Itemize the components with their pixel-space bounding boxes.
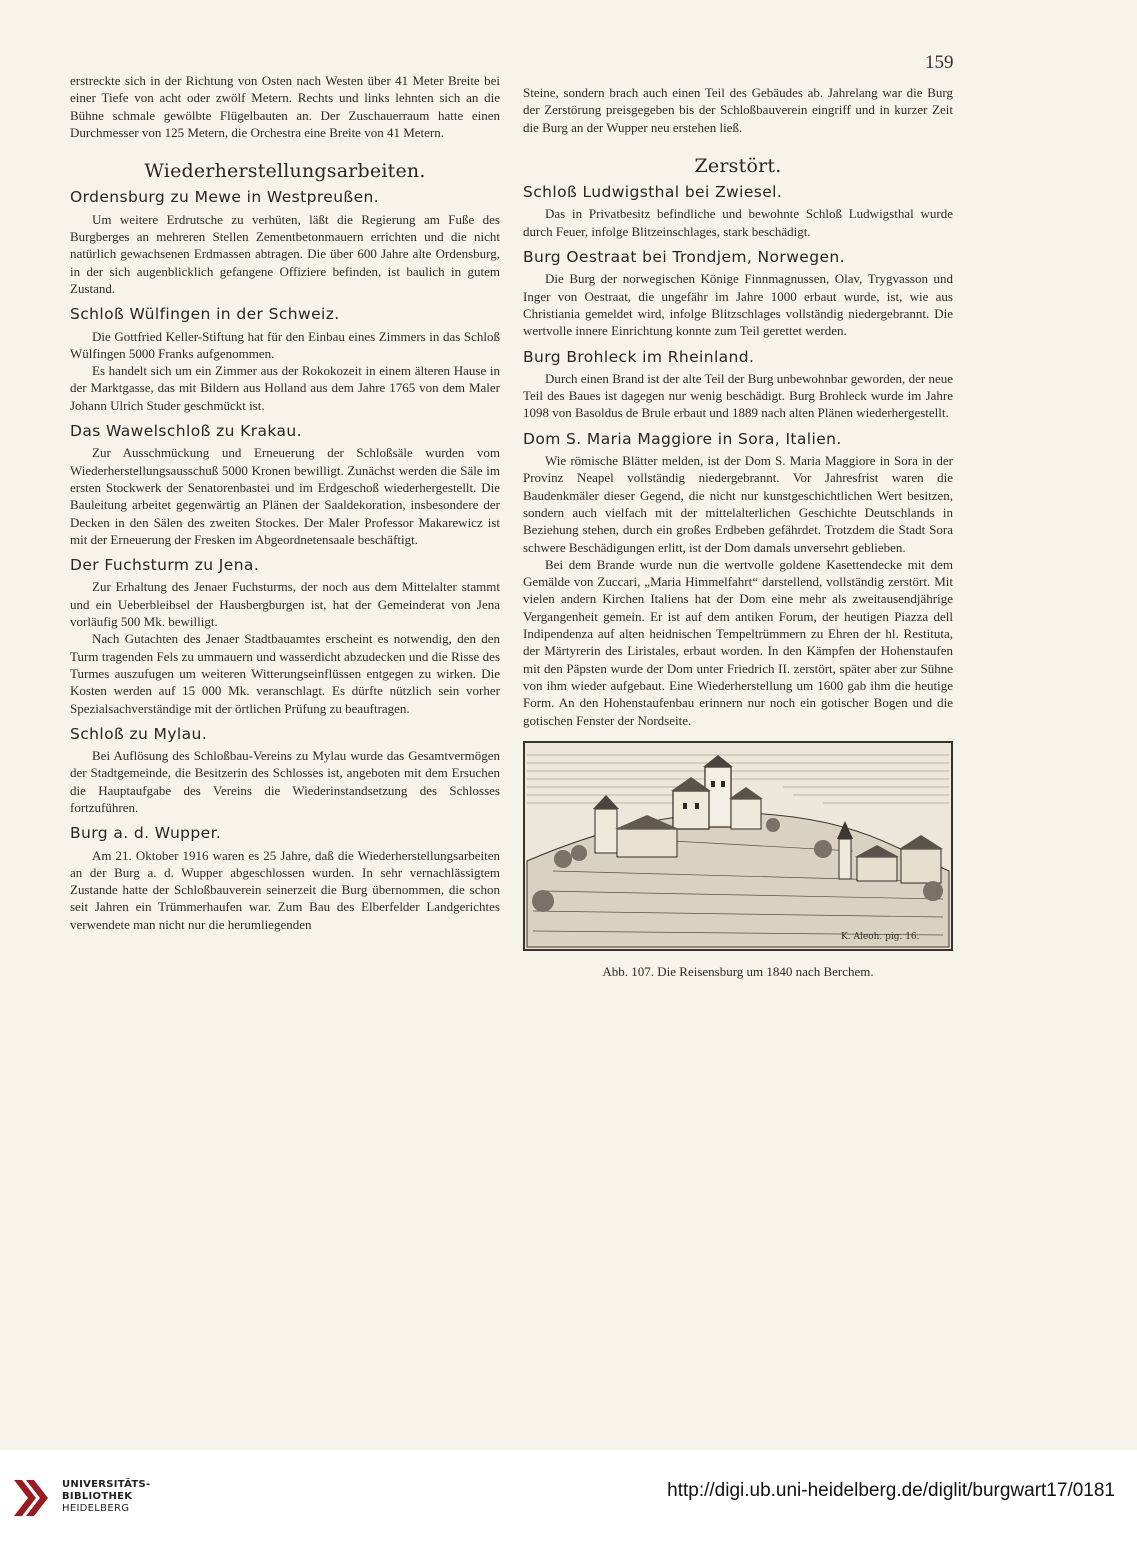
entry-heading: Ordensburg zu Mewe in Westpreußen. [70, 188, 380, 207]
library-name-line-1: UNIVERSITÄTS- [62, 1479, 151, 1490]
paragraph: Durch einen Brand ist der alte Teil der Burg unbewohnbar geworden, der neue Teil des Baues ist dagegen nur wenig beschädigt. Burg Brohleck wurde im Jahre 1098 von Basoldus de Brule erbaut und 1889 nach alten Plänen wiederhergestellt. [523, 370, 953, 421]
entry-heading: Schloß Ludwigsthal bei Zwiesel. [523, 183, 783, 202]
paragraph: Bei dem Brande wurde nun die wertvolle goldene Kasettendecke mit dem Gemälde von Zuccari, „Maria Himmelfahrt“ darstellend, vollständig zerstört. Mit vielen andern Kirchen Italiens hat der Dom eine mehr als zweitausendjährige Vergangenheit gemein. Er ist auf dem antiken Forum, der heutigen Piazza dell Indipendenza auf alten heidnischen Tempeltrümmern zu Ehren der hl. Restituta, der Märtyrerin des Liristales, erbaut worden. In den Kämpfen der Hohenstaufen mit den Päpsten wurde der Dom unter Friedrich II. zerstört, später aber zur Sühne von ihm wieder aufgebaut. Eine Wiederherstellung um 1600 gab ihm die heutige Form. An den Hohenstaufenbau erinnern nur noch ein gotischer Bogen und die gotischen Fenster der Nordseite. [523, 556, 953, 728]
paragraph: Nach Gutachten des Jenaer Stadtbauamtes erscheint es notwendig, den den Turm tragenden Fels zu ummauern und wasserdicht abzudecken und die Risse des Turmes auszufugen um weiteren Witterungseinflüssen entgegen zu wirken. Die Kosten werden auf 15 000 Mk. veranschlagt. Es dürfte nützlich sein vorher Spezialsachverständige mit der örtlichen Prüfung zu beauftragen. [70, 631, 500, 716]
entry-heading: Burg Brohleck im Rheinland. [523, 347, 755, 366]
entry-heading: Der Fuchsturm zu Jena. [70, 556, 260, 575]
library-logo-icon [12, 1476, 52, 1520]
entry-heading: Schloß zu Mylau. [70, 724, 208, 743]
engraving-signature: K. Aleoh. pig. 16. [841, 931, 920, 942]
paragraph: Das in Privatbesitz befindliche und bewohnte Schloß Ludwigsthal wurde durch Feuer, infolge Blitzeinschlages, stark beschädigt. [523, 206, 953, 239]
paragraph: Die Burg der norwegischen Könige Finnmagnussen, Olav, Trygvasson und Inger von Oestraat, die ungefähr im Jahre 1000 erbaut wurde, ist, wie aus Christiania gemeldet wird, infolge Blitzschlages vollständig niedergebrannt. Die wertvolle innere Einrichtung konnte zum Teil gerettet werden. [523, 271, 953, 339]
entry-heading: Burg a. d. Wupper. [70, 824, 222, 843]
paragraph: Bei Auflösung des Schloßbau-Vereins zu Mylau wurde das Gesamtvermögen der Stadtgemeinde, die Besitzerin des Schlosses ist, angeboten mit dem Ersuchen die Hauptaufgabe des Vereins die Wiederinstandsetzung des Schlosses fortzuführen. [70, 748, 500, 815]
footer-bar [0, 1450, 1137, 1559]
paragraph: Zur Ausschmückung und Erneuerung der Schloßsäle wurden vom Wiederherstellungsausschuß 5000 Kronen bewilligt. Zunächst werden die Säle im ersten Stockwerk der Senatorenbastei und im Erdgeschoß wiederhergestellt. Die Bauleitung arbeitet gegenwärtig an Plänen der Saaldekoration, insbesondere der Decken in den Sälen des zweiten Stockes. Der Maler Professor Makarewicz ist mit der Erneuerung der Fresken im Abgeordnetensaale beschäftigt. [70, 445, 500, 547]
right-column [523, 84, 953, 980]
paragraph: Steine, sondern brach auch einen Teil des Gebäudes ab. Jahrelang war die Burg der Zerstörung preisgegeben bis der Schloßbauverein eingriff und in kurzer Zeit die Burg an der Wupper neu erstehen ließ. [523, 85, 953, 135]
entry-heading: Burg Oestraat bei Trondjem, Norwegen. [523, 248, 845, 267]
library-name-line-2: BIBLIOTHEK [62, 1491, 133, 1502]
section-title: Zerstört. [694, 154, 782, 177]
castle-engraving-image [523, 741, 953, 951]
figure-caption: Abb. 107. Die Reisensburg um 1840 nach Berchem. [602, 963, 874, 979]
paragraph: Zur Erhaltung des Jenaer Fuchsturms, der noch aus dem Mittelalter stammt und ein Ueberbleibsel der Hausbergburgen ist, hat der Gemeinderat von Jena vorläufig 500 Mk. bewilligt. [70, 579, 500, 630]
paragraph: Am 21. Oktober 1916 waren es 25 Jahre, daß die Wiederherstellungsarbeiten an der Burg a. d. Wupper abgeschlossen wurden. In sehr vernachlässigtem Zustande hatte der Schloßbauverein seinerzeit die Burg übernommen, die schon seit Jahren ein Trümmerhaufen war. Zum Bau des Elberfelder Landgerichtes verwendete man nicht nur die herumliegenden [70, 847, 500, 932]
paragraph: Um weitere Erdrutsche zu verhüten, läßt die Regierung am Fuße des Burgberges an mehreren Stellen Zementbetonmauern errichten und die nicht natürlich gewachsenen Erdmassen abtragen. Die über 600 Jahre alte Ordensburg, in der sich augenblicklich gefangene Offiziere befinden, ist baulich in gutem Zustand. [70, 211, 500, 296]
entry-heading: Das Wawelschloß zu Krakau. [70, 422, 302, 441]
paragraph: Wie römische Blätter melden, ist der Dom S. Maria Maggiore in Sora in der Provinz Neapel vollständig niedergebrannt. Vor Jahresfrist waren die Baudenkmäler dieser Gegend, die nicht nur kunstgeschichtlichen Wert besitzen, sondern auch vielfach mit der mittelalterlichen Geschichte Deutschlands in Beziehung stehen, durch ein großes Erdbeben gefährdet. Trotzdem die Stadt Sora schwere Beschädigungen erlitt, ist der Dom damals unversehrt geblieben. [523, 453, 953, 555]
page-number: 159 [925, 52, 954, 73]
library-name [62, 1479, 151, 1515]
entry-heading: Dom S. Maria Maggiore in Sora, Italien. [523, 429, 842, 448]
figure-reisensburg [523, 741, 953, 980]
entry-heading: Schloß Wülfingen in der Schweiz. [70, 305, 340, 324]
left-column [70, 72, 500, 933]
right-column-text [523, 84, 953, 729]
paragraph: Die Gottfried Keller-Stiftung hat für den Einbau eines Zimmers in das Schloß Wülfingen 5000 Franks aufgenommen. [70, 328, 500, 361]
source-url[interactable]: http://digi.ub.uni-heidelberg.de/diglit/burgwart17/0181 [667, 1480, 1115, 1501]
paragraph: Es handelt sich um ein Zimmer aus der Rokokozeit in einem älteren Hause in der Marktgasse, das mit Bildern aus Holland aus dem Jahre 1765 von dem Maler Johann Ulrich Studer geschmückt ist. [70, 363, 500, 413]
section-title: Wiederherstellungsarbeiten. [144, 160, 426, 183]
paragraph: erstreckte sich in der Richtung von Osten nach Westen über 41 Meter Breite bei einer Tiefe von acht oder zwölf Metern. Rechts und links lehnten sich an die Bühne schmale gewölbte Flügelbauten an. Der Zuschauerraum hatte einen Durchmesser von 125 Metern, die Orchestra eine Breite von 41 Metern. [70, 73, 500, 140]
library-name-line-3: HEIDELBERG [62, 1503, 130, 1514]
